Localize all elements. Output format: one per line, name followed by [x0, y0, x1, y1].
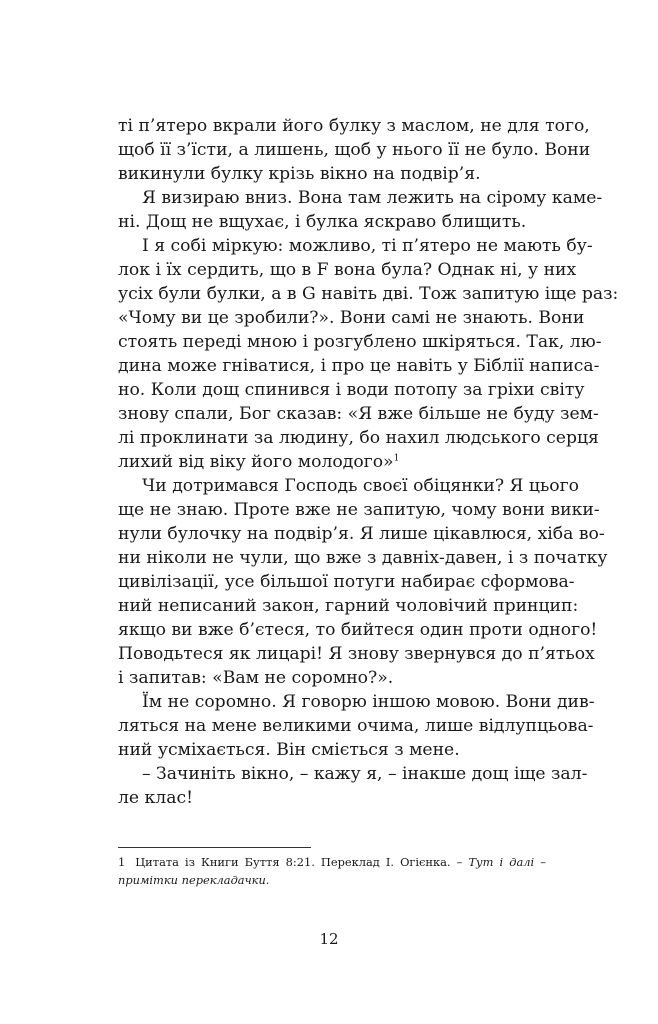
text-line: щоб її з’їсти, а лишень, щоб у нього її не було. Вони — [118, 140, 591, 160]
paragraph-1 — [118, 114, 591, 186]
paragraph-6 — [118, 762, 588, 810]
text-line: ще не знаю. Проте вже не запитую, чому вони вики- — [118, 500, 600, 520]
text-line: но. Коли дощ спинився і води потопу за гріхи світу — [118, 380, 585, 400]
paragraph-3 — [118, 234, 619, 474]
text-line: нули булочку на подвір’я. Я лише цікавлюся, хіба во- — [118, 524, 605, 544]
paragraph-4 — [118, 474, 608, 690]
footnote-italic-text: Тут і далі – примітки перекладачки. — [118, 855, 546, 887]
paragraph-2 — [118, 186, 603, 234]
footnote-text: Цитата із Книги Буття 8:21. Переклад І. Огієнка. – — [135, 855, 469, 869]
text-line: ни ніколи не чули, що вже з давніх-давен, і з початку — [118, 548, 608, 568]
text-line: Їм не соромно. Я говорю іншою мовою. Вони див- — [142, 692, 595, 712]
text-line: Я визираю вниз. Вона там лежить на сірому каме- — [142, 188, 603, 208]
text-line: «Чому ви це зробили?». Вони самі не знають. Вони — [118, 308, 585, 328]
text-line-content: лихий від віку його молодого» — [118, 452, 394, 472]
paragraph-5 — [118, 690, 595, 762]
footnote — [118, 853, 546, 889]
text-line: ні. Дощ не вщухає, і булка яскраво блищить. — [118, 212, 527, 232]
text-line: ний неписаний закон, гарний чоловічий принцип: — [118, 596, 579, 616]
body-text — [118, 114, 619, 810]
text-line: стоять переді мною і розгублено шкіряться. Так, лю- — [118, 332, 602, 352]
text-line: Чи дотримався Господь своєї обіцянки? Я цього — [142, 476, 579, 496]
text-line: лі проклинати за людину, бо нахил людського серця — [118, 428, 599, 448]
text-line: ний усміхається. Він сміється з мене. — [118, 740, 460, 760]
text-line: цивілізації, усе більшої потуги набирає сформова- — [118, 572, 575, 592]
text-line: лок і їх сердить, що в F вона була? Однак ні, у них — [118, 260, 577, 280]
text-line: викинули булку крізь вікно на подвір’я. — [118, 164, 481, 184]
text-line: і запитав: «Вам не соромно?». — [118, 668, 394, 688]
text-line: ле клас! — [118, 788, 193, 808]
text-line: ті п’ятеро вкрали його булку з маслом, не для того, — [118, 116, 590, 136]
text-line: якщо ви вже б’єтеся, то бийтеся один проти одного! — [118, 620, 598, 640]
text-line: ляться на мене великими очима, лише відлупцьова- — [118, 716, 594, 736]
text-line: дина може гніватися, і про це навіть у Біблії написа- — [118, 356, 600, 376]
text-line — [118, 450, 546, 474]
text-line: Поводьтеся як лицарі! Я знову звернувся до п’ятьох — [118, 644, 595, 664]
footnote-reference[interactable]: 1 — [393, 453, 400, 464]
footnote-divider — [118, 847, 311, 848]
footnote-number: 1 — [118, 855, 126, 869]
text-line: знову спали, Бог сказав: «Я вже більше не буду зем- — [118, 404, 599, 424]
text-line: І я собі міркую: можливо, ті п’ятеро не мають бу- — [142, 236, 593, 256]
page-number: 12 — [319, 930, 339, 948]
text-line: усіх були булки, а в G навіть дві. Тож запитую іще раз: — [118, 284, 619, 304]
text-line: – Зачиніть вікно, – кажу я, – інакше дощ іще зал- — [142, 764, 588, 784]
